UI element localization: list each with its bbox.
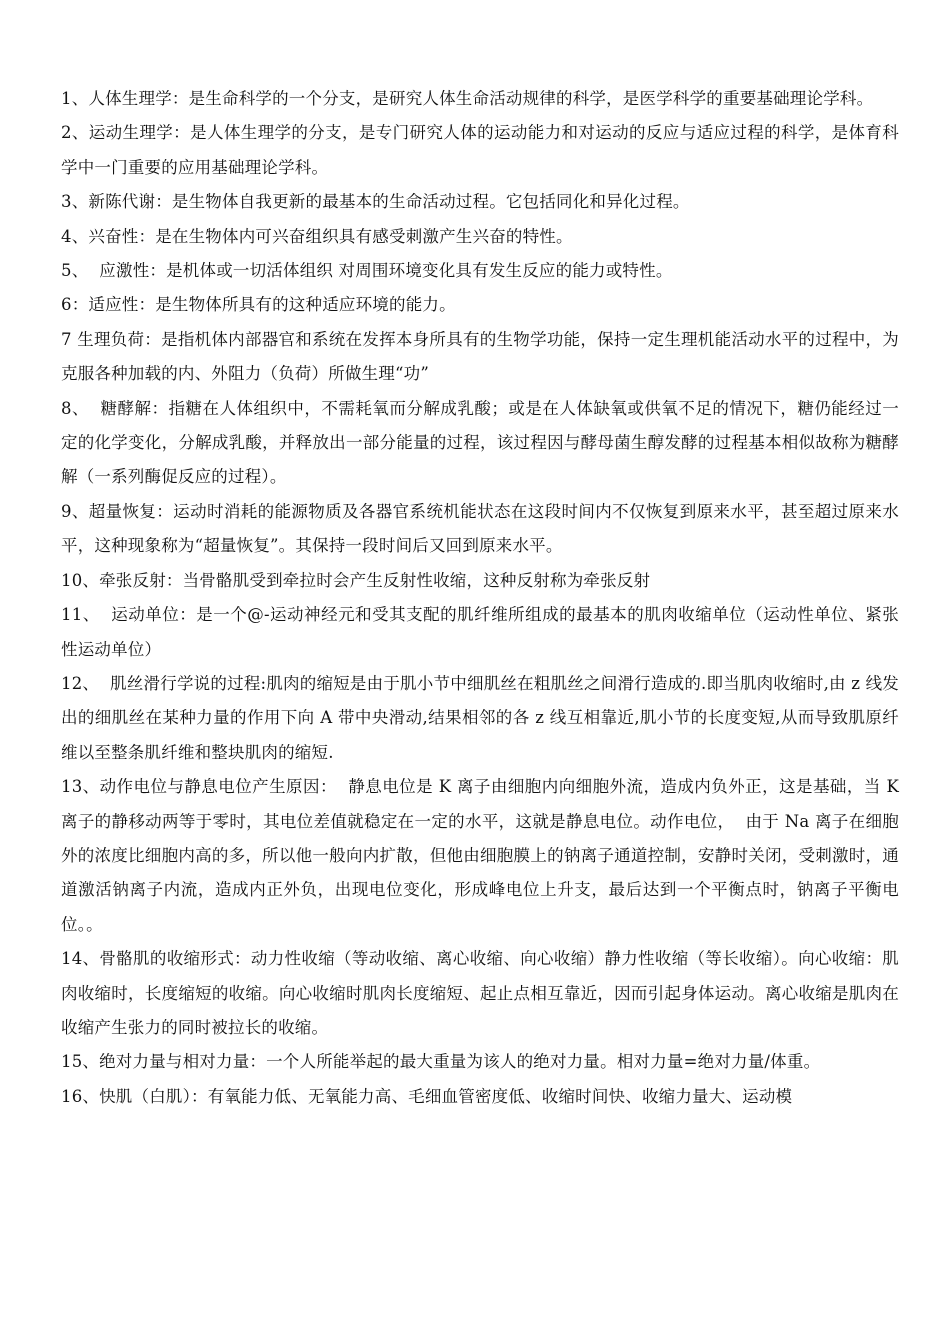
paragraph-4: 4、兴奋性：是在生物体内可兴奋组织具有感受刺激产生兴奋的特性。 (61, 226, 573, 246)
paragraph-2: 2、运动生理学：是人体生理学的分支，是专门研究人体的运动能力和对运动的反应与适应过程的科学，是体育科学中一门重要的应用基础理论学科。 (61, 123, 899, 177)
paragraph-7: 7 生理负荷：是指机体内部器官和系统在发挥本身所具有的生物学功能，保持一定生理机能活动水平的过程中，为克服各种加载的内、外阻力（负荷）所做生理“功” (61, 329, 899, 384)
paragraph-16: 16、快肌（白肌）：有氧能力低、无氧能力高、毛细血管密度低、收缩时间快、收缩力量大、运动模 (61, 1086, 793, 1106)
paragraph-3: 3、新陈代谢：是生物体自我更新的最基本的生命活动过程。它包括同化和异化过程。 (61, 192, 690, 212)
paragraph-13: 13、动作电位与静息电位产生原因： 静息电位是 K 离子由细胞内向细胞外流，造成内负外正，这是基础，当 K 离子的静移动两等于零时，其电位差值就稳定在一定的水平，这就是静息电位。动作电位， 由于 Na 离子在细胞外的浓度比细胞内高的多，所以他一般向内扩散，但他由细胞膜上的钠离子通道控制，安静时关闭，受刺激时，通道激活钠离子内流，造成内正外负，出现电位变化，形成峰电位上升支，最后达到一个平衡点时，钠离子平衡电位。。 (61, 777, 905, 934)
paragraph-11: 11、 运动单位：是一个@-运动神经元和受其支配的肌纤维所组成的最基本的肌肉收缩单位（运动性单位、紧张性运动单位） (61, 605, 899, 659)
paragraph-1: 1、人体生理学：是生命科学的一个分支，是研究人体生命活动规律的科学，是医学科学的重要基础理论学科。 (61, 89, 874, 108)
paragraph-15: 15、绝对力量与相对力量：一个人所能举起的最大重量为该人的绝对力量。相对力量=绝对力量/体重。 (61, 1052, 821, 1072)
paragraph-6: 6：适应性：是生物体所具有的这种适应环境的能力。 (61, 295, 456, 315)
paragraph-8: 8、 糖酵解：指糖在人体组织中，不需耗氧而分解成乳酸；或是在人体缺氧或供氧不足的情况下，糖仍能经过一定的化学变化，分解成乳酸，并释放出一部分能量的过程，该过程因与酵母菌生醇发酵的过程基本相似故称为糖酵解（一系列酶促反应的过程）。 (61, 398, 899, 487)
paragraph-14: 14、骨骼肌的收缩形式：动力性收缩（等动收缩、离心收缩、向心收缩）静力性收缩（等长收缩）。向心收缩：肌肉收缩时，长度缩短的收缩。向心收缩时肌肉长度缩短、起止点相互靠近，因而引起身体运动。离心收缩是肌肉在收缩产生张力的同时被拉长的收缩。 (61, 949, 899, 1037)
document-page (61, 82, 905, 1114)
paragraph-5: 5、 应激性：是机体或一切活体组织 对周围环境变化具有发生反应的能力或特性。 (61, 261, 673, 281)
paragraph-12: 12、 肌丝滑行学说的过程:肌肉的缩短是由于肌小节中细肌丝在粗肌丝之间滑行造成的.即当肌肉收缩时,由 z 线发出的细肌丝在某种力量的作用下向 A 带中央滑动,结果相邻的各 z 线互相靠近,肌小节的长度变短,从而导致肌原纤维以至整条肌纤维和整块肌肉的缩短. (61, 673, 899, 762)
paragraph-10: 10、牵张反射：当骨骼肌受到牵拉时会产生反射性收缩，这种反射称为牵张反射 (61, 570, 651, 590)
paragraph-9: 9、超量恢复：运动时消耗的能源物质及各器官系统机能状态在这段时间内不仅恢复到原来水平，甚至超过原来水平，这种现象称为“超量恢复”。其保持一段时间后又回到原来水平。 (61, 501, 899, 556)
